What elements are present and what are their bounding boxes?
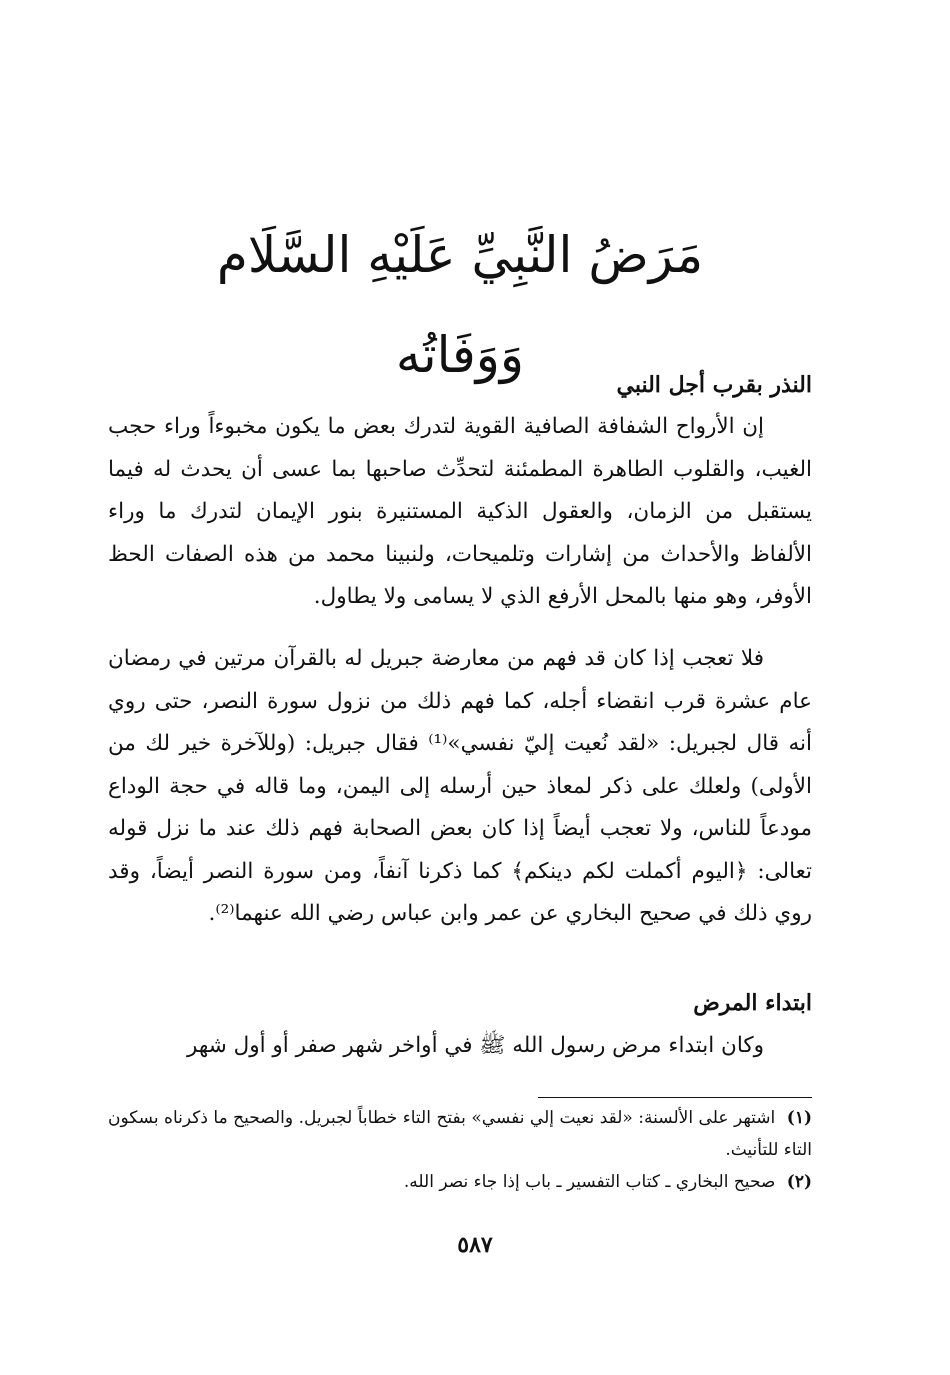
paragraph: وكان ابتداء مرض رسول الله ﷺ في أواخر شهر صفر أو أول شهر <box>186 1033 764 1058</box>
footnote-text: اشتهر على الألسنة: «لقد نعيت إلي نفسي» بفتح التاء خطاباً لجبريل. والصحيح ما ذكرناه بسكون التاء للتأنيث. <box>108 1108 812 1160</box>
footnote-text: صحيح البخاري ـ كتاب التفسير ـ باب إذا جاء نصر الله. <box>403 1172 776 1192</box>
paragraph: إن الأرواح الشفافة الصافية القوية لتدرك بعض ما يكون مخبوءاً وراء حجب الغيب، والقلوب الطاهرة المطمئنة لتحدِّث صاحبها بما عسى أن يحدث له فيما يستقبل من الزمان، والعقول الذكية المستنيرة بنور الإيمان لتدرك ما وراء الألفاظ والأحداث من إشارات وتلميحات، ولنبينا محمد من هذه الصفات الحظ الأوفر، وهو منها بالمحل الأرفع الذي لا يسامى ولا يطاول. <box>108 414 812 609</box>
footnote-number: (٢) <box>786 1172 812 1192</box>
section-heading-omens: النذر بقرب أجل النبي <box>616 372 812 398</box>
body-text-block-3 <box>108 1025 812 1068</box>
footnotes <box>108 1102 812 1198</box>
footnote-1 <box>108 1102 812 1166</box>
chapter-title: مَرَضُ النَّبِيِّ عَلَيْهِ السَّلَام وَوَفَاتُه <box>216 226 704 384</box>
footnote-2 <box>108 1166 812 1198</box>
body-text-block-1 <box>108 406 812 619</box>
footnote-divider <box>538 1097 812 1098</box>
section-heading-illness-start: ابتداء المرض <box>693 990 812 1016</box>
paragraph: فلا تعجب إذا كان قد فهم من معارضة جبريل له بالقرآن مرتين في رمضان عام عشرة قرب انقضاء أجله، كما فهم ذلك من نزول سورة النصر، حتى روي أنه قال لجبريل: «لقد نُعيت إليّ نفسي»⁽¹⁾ فقال جبريل: (وللآخرة خير لك من الأولى) ولعلك على ذكر لمعاذ حين أرسله إلى اليمن، وما قاله في حجة الوداع مودعاً للناس، ولا تعجب أيضاً إذا كان بعض الصحابة فهم ذلك عند ما نزل قوله تعالى: ﴿اليوم أكملت لكم دينكم﴾ كما ذكرنا آنفاً، ومن سورة النصر أيضاً، وقد روي ذلك في صحيح البخاري عن عمر وابن عباس رضي الله عنهما⁽²⁾. <box>108 646 813 926</box>
footnote-number: (١) <box>786 1108 813 1128</box>
page-number: ٥٨٧ <box>457 1232 493 1258</box>
body-text-block-2 <box>108 638 812 936</box>
